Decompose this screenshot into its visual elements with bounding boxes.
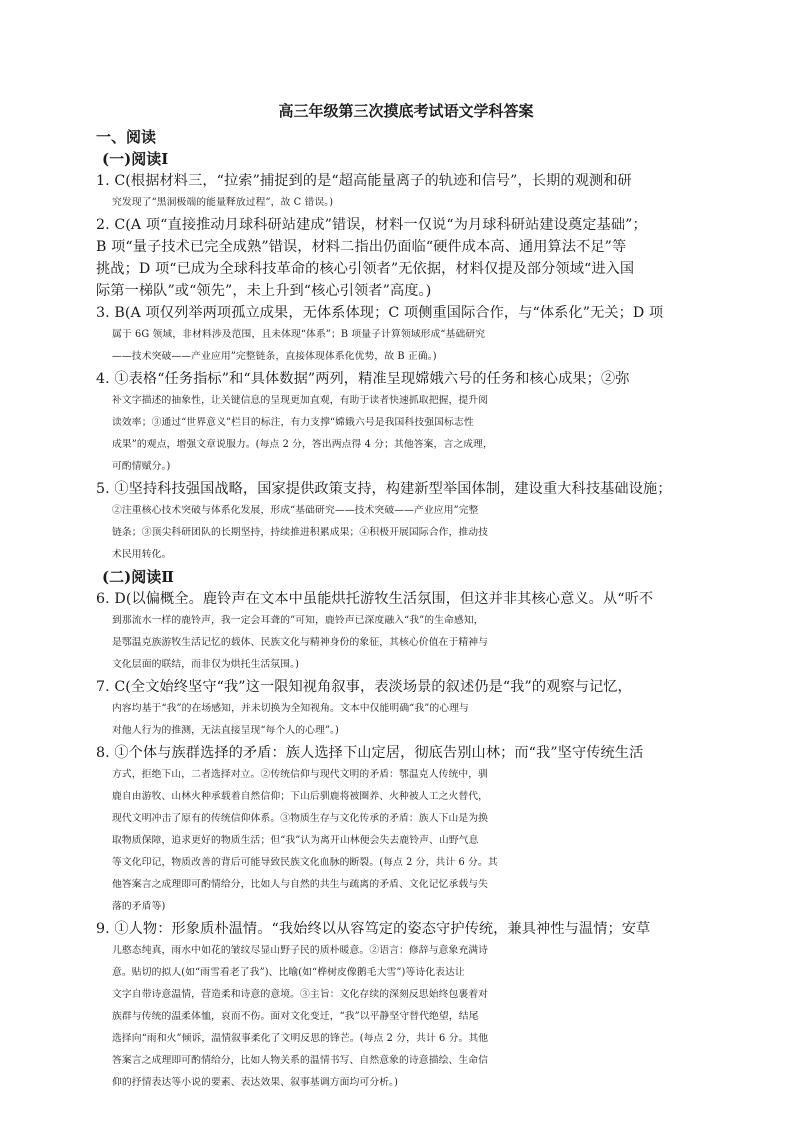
text-line: 4. ①表格“任务指标”和“具体数据”两列，精准呈现嫦娥六号的任务和核心成果；②弥 xyxy=(96,371,630,387)
text-line: 究发现了“黑洞极端的能量释放过程”，故 C 错误。) xyxy=(112,197,334,208)
answer-q9 xyxy=(96,918,716,1094)
text-line: 6. D(以偏概全。鹿铃声在文本中虽能烘托游牧生活氛围，但这并非其核心意义。从“听不 xyxy=(96,591,654,607)
text-line: 读效率；③通过“世界意义”栏目的标注，有力支撑“嫦娥六号是我国科技强国标志性 xyxy=(112,417,474,428)
text-line: 儿憨态纯真，雨水中如花的皱纹尽显山野子民的质朴暖意。②语言：修辞与意象充满诗 xyxy=(112,945,489,956)
answer-q5 xyxy=(96,478,716,566)
text-line: 2. C(A 项“直接推动月球科研站建成”错误，材料一仅说“为月球科研站建设奠定基础”； xyxy=(96,217,647,233)
section-heading: 一、阅读 xyxy=(96,128,157,146)
text-line: 仰的抒情表达等小说的要素、表达效果、叙事基调方面均可分析。) xyxy=(112,1077,399,1088)
text-line: 文化层面的联结，而非仅为烘托生活氛围。) xyxy=(112,659,300,670)
text-line: 鹿自由游牧、山林火种承载着自然信仰；下山后驯鹿将被圈养、火种被人工之火替代， xyxy=(112,791,489,802)
text-line: 属于 6G 领域，非材料涉及范围，且未体现“体系”；B 项量子计算领域形成“基础研究 xyxy=(112,329,486,340)
text-line: B 项“量子技术已完全成熟”错误，材料二指出仍面临“硬件成本高、通用算法不足”等 xyxy=(96,239,627,255)
subsection-reading-2: (二)阅读Ⅱ xyxy=(102,568,174,586)
text-line: 可酌情赋分。) xyxy=(112,461,171,472)
text-line: 方式，拒绝下山，二者选择对立。②传统信仰与现代文明的矛盾：鄂温克人传统中，驯 xyxy=(112,769,489,780)
text-line: 族群与传统的温柔体恤，哀而不伤。面对文化变迁，“我”以平静坚守替代绝望，结尾 xyxy=(112,1011,479,1022)
answer-sheet xyxy=(96,100,716,1094)
answer-q1 xyxy=(96,170,716,214)
text-line: 成果”的观点，增强文章说服力。(每点 2 分，答出两点得 4 分；其他答案，言之成理， xyxy=(112,439,493,450)
text-line: 术民用转化。 xyxy=(112,549,172,560)
text-line: 是鄂温克族游牧生活记忆的载体、民族文化与精神身份的象征，其核心价值在于精神与 xyxy=(112,637,489,648)
page-title: 高三年级第三次摸底考试语文学科答案 xyxy=(278,102,534,120)
text-line: 7. C(全文始终坚守“我”这一限知视角叙事，表淡场景的叙述仍是“我”的观察与记忆， xyxy=(96,679,632,695)
text-line: 意。贴切的拟人(如“雨雪看老了我”)、比喻(如“桦树皮像鹅毛大雪”)等诗化表达让 xyxy=(112,967,465,978)
text-line: 挑战；D 项“已成为全球科技革命的核心引领者”无依据，材料仅提及部分领域“进入国 xyxy=(96,261,635,277)
text-line: 到那流水一样的鹿铃声，我一定会耳聋的”可知，鹿铃声已深度融入“我”的生命感知， xyxy=(112,615,484,626)
subsection-reading-1: (一)阅读Ⅰ xyxy=(102,150,169,168)
answer-q4 xyxy=(96,368,716,478)
text-line: 内容均基于“我”的在场感知，并未切换为全知视角。文本中仅能明确“我”的心理与 xyxy=(112,703,469,714)
answer-q7 xyxy=(96,676,716,742)
text-line: ②注重核心技术突破与体系化发展，形成“基础研究——技术突破——产业应用”完整 xyxy=(112,505,479,516)
text-line: 选择向“雨和火”倾诉，温情叙事柔化了文明反思的锋芒。(每点 2 分，共计 6 分。其他 xyxy=(112,1033,489,1044)
text-line: 5. ①坚持科技强国战略，国家提供政策支持，构建新型举国体制，建设重大科技基础设施； xyxy=(96,481,672,497)
text-line: 他答案言之成理即可酌情给分，比如人与自然的共生与疏离的矛盾、文化记忆承载与失 xyxy=(112,879,489,890)
text-line: 9. ①人物：形象质朴温情。“我始终以从容笃定的姿态守护传统，兼具神性与温情；安草 xyxy=(96,921,651,937)
text-line: 答案言之成理即可酌情给分，比如人物关系的温情书写、自然意象的诗意描绘、生命信 xyxy=(112,1055,489,1066)
answer-q3 xyxy=(96,302,716,368)
text-line: ——技术突破——产业应用”完整链条，直接体现体系化优势，故 B 正确。) xyxy=(112,351,437,362)
answer-q6 xyxy=(96,588,716,676)
text-line: 补文字描述的抽象性，让关键信息的呈现更加直观，有助于读者快速抓取把握，提升阅 xyxy=(112,395,489,406)
text-line: 8. ①个体与族群选择的矛盾：族人选择下山定居，彻底告别山林；而“我”坚守传统生活 xyxy=(96,745,644,761)
text-line: 取物质保障，追求更好的物质生活；但“我”认为离开山林便会失去鹿铃声、山野气息 xyxy=(112,835,479,846)
text-line: 3. B(A 项仅列举两项孤立成果，无体系体现；C 项侧重国际合作，与“体系化”无关；D 项 xyxy=(96,305,664,321)
text-line: 对他人行为的推测，无法直接呈现“每个人的心理”。) xyxy=(112,725,339,736)
text-line: 1. C(根据材料三，“拉索”捕捉到的是“超高能量离子的轨迹和信号”，长期的观测和研 xyxy=(96,173,632,189)
text-line: 现代文明冲击了原有的传统信仰体系。③物质生存与文化传承的矛盾：族人下山是为换 xyxy=(112,813,489,824)
text-line: 文字自带诗意温情，营造柔和诗意的意境。③主旨：文化存续的深刻反思始终包裹着对 xyxy=(112,989,489,1000)
text-line: 等文化印记，物质改善的背后可能导致民族文化血脉的断裂。(每点 2 分，共计 6 分。其 xyxy=(112,857,498,868)
text-line: 际第一梯队”或“领先”，未上升到“核心引领者”高度。) xyxy=(96,283,432,299)
text-line: 链条；③顶尖科研团队的长期坚持，持续推进积累成果；④积极开展国际合作，推动技 xyxy=(112,527,489,538)
text-line: 落的矛盾等) xyxy=(112,901,166,912)
answer-q8 xyxy=(96,742,716,918)
answer-q2 xyxy=(96,214,716,302)
